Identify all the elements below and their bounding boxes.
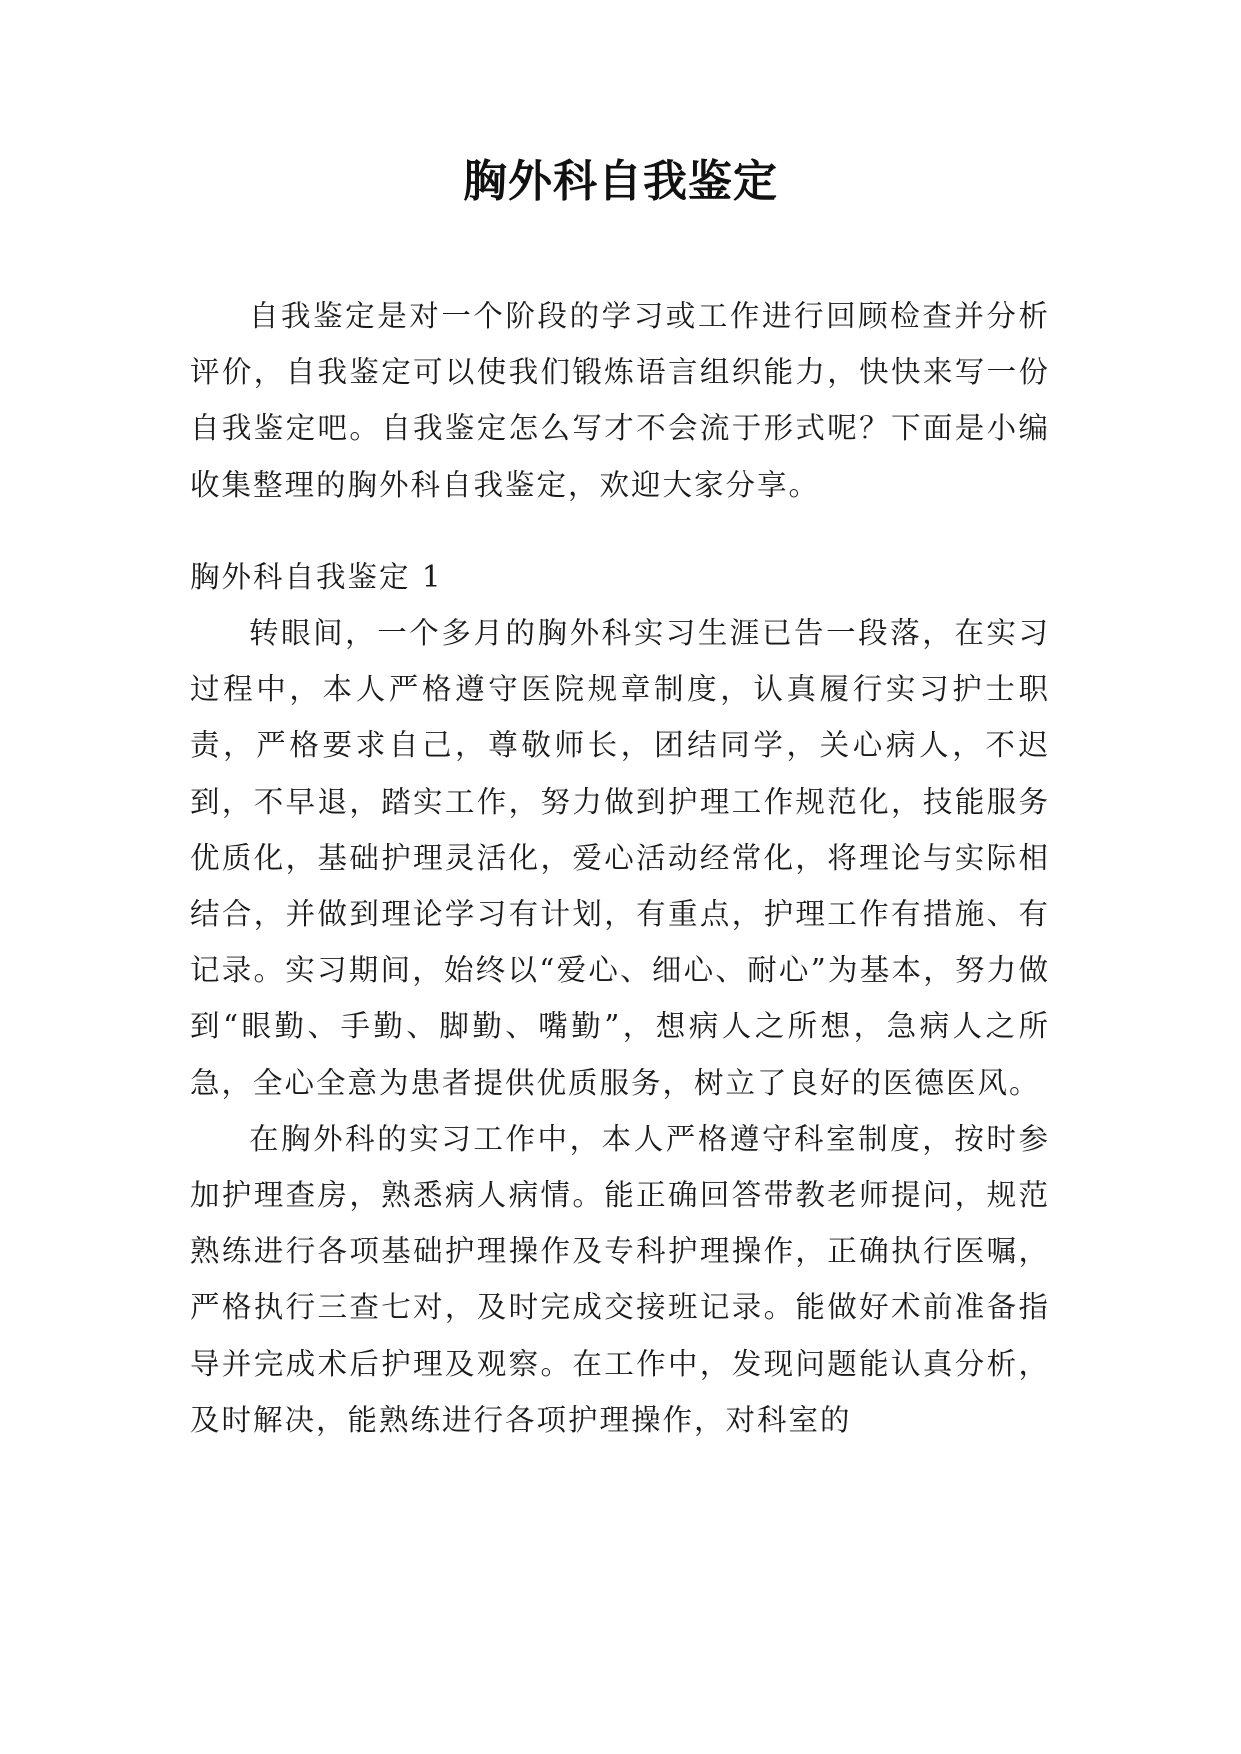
document-title: 胸外科自我鉴定 bbox=[463, 156, 778, 207]
section-heading: 胸外科自我鉴定 1 bbox=[190, 559, 443, 594]
body-paragraph-2: 在胸外科的实习工作中，本人严格遵守科室制度，按时参加护理查房，熟悉病人病情。能正确回答带教老师提问，规范熟练进行各项基础护理操作及专科护理操作，正确执行医嘱，严格执行三查七对，及时完成交接班记录。能做好术前准备指导并完成术后护理及观察。在工作中，发现问题能认真分析，及时解决，能熟练进行各项护理操作，对科室的 bbox=[190, 1121, 1050, 1437]
body-paragraph-1: 转眼间，一个多月的胸外科实习生涯已告一段落，在实习过程中，本人严格遵守医院规章制度，认真履行实习护士职责，严格要求自己，尊敬师长，团结同学，关心病人，不迟到，不早退，踏实工作，努力做到护理工作规范化，技能服务优质化，基础护理灵活化，爱心活动经常化，将理论与实际相结合，并做到理论学习有计划，有重点，护理工作有措施、有记录。实习期间，始终以“爱心、细心、耐心”为基本，努力做到“眼勤、手勤、脚勤、嘴勤”，想病人之所想，急病人之所急，全心全意为患者提供优质服务，树立了良好的医德医风。 bbox=[190, 616, 1050, 1100]
intro-paragraph: 自我鉴定是对一个阶段的学习或工作进行回顾检查并分析评价，自我鉴定可以使我们锻炼语言组织能力，快快来写一份自我鉴定吧。自我鉴定怎么写才不会流于形式呢？下面是小编收集整理的胸外科自我鉴定，欢迎大家分享。 bbox=[190, 299, 1050, 502]
document-body bbox=[190, 288, 1050, 1448]
